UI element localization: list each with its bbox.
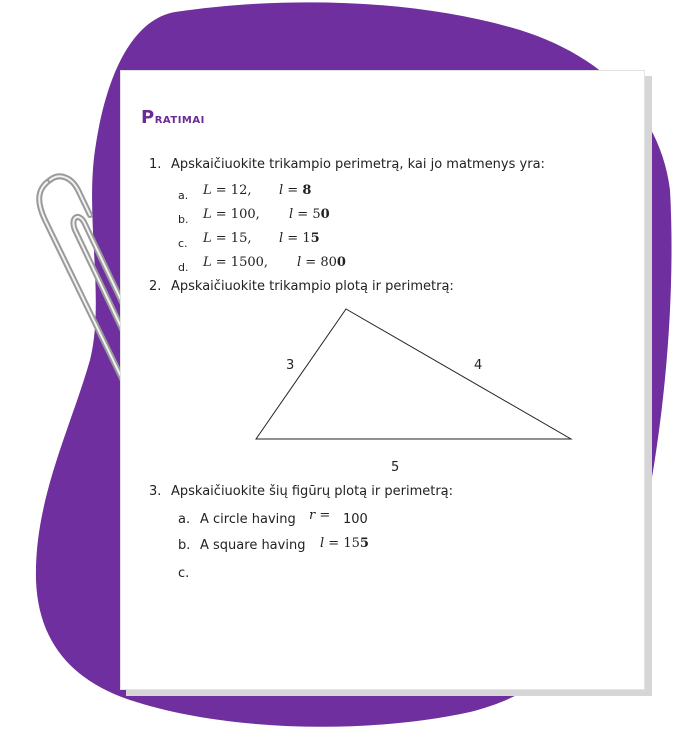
- question-text: Apskaičiuokite šių figūrų plotą ir perimetrą:: [171, 484, 454, 499]
- item-expression-l: l = 50: [289, 207, 330, 222]
- question-text: Apskaičiuokite trikampio perimetrą, kai jo matmenys yra:: [171, 157, 545, 172]
- section-heading: [141, 107, 205, 128]
- list-item: [178, 538, 305, 553]
- triangle-figure: [246, 299, 576, 479]
- question-number: 1.: [149, 157, 162, 172]
- question-2: [149, 279, 454, 294]
- item-letter: c.: [178, 566, 190, 581]
- question-text: Apskaičiuokite trikampio plotą ir perimetrą:: [171, 279, 454, 294]
- worksheet-page: [120, 70, 645, 690]
- item-expression-L: L = 15,: [203, 231, 252, 246]
- side-label-bottom: 5: [391, 460, 400, 475]
- list-item: [178, 566, 200, 581]
- item-expression-l: l = 800: [297, 255, 346, 270]
- question-number: 2.: [149, 279, 162, 294]
- item-expression-L: L = 12,: [203, 183, 252, 198]
- item-value: 100: [343, 512, 368, 527]
- item-text: A circle having: [200, 512, 296, 527]
- item-expression: r =: [309, 508, 331, 523]
- heading-rest: ratimai: [154, 111, 205, 127]
- item-text: A square having: [200, 538, 306, 553]
- item-letter: d.: [178, 261, 189, 274]
- item-letter: b.: [178, 213, 189, 226]
- side-label-right: 4: [474, 358, 483, 373]
- item-letter: b.: [178, 538, 191, 553]
- item-letter: a.: [178, 189, 189, 202]
- item-letter: c.: [178, 237, 188, 250]
- item-expression-L: L = 100,: [203, 207, 260, 222]
- item-expression-L: L = 1500,: [203, 255, 269, 270]
- item-expression: l = 155: [320, 536, 369, 551]
- question-1: [149, 157, 545, 172]
- heading-first-letter: P: [141, 107, 155, 128]
- list-item: [178, 512, 296, 527]
- triangle-shape: [256, 309, 571, 439]
- item-expression-l: l = 8: [279, 183, 312, 198]
- question-number: 3.: [149, 484, 162, 499]
- item-expression-l: l = 15: [279, 231, 320, 246]
- item-letter: a.: [178, 512, 191, 527]
- question-3: [149, 484, 453, 499]
- side-label-left: 3: [286, 358, 295, 373]
